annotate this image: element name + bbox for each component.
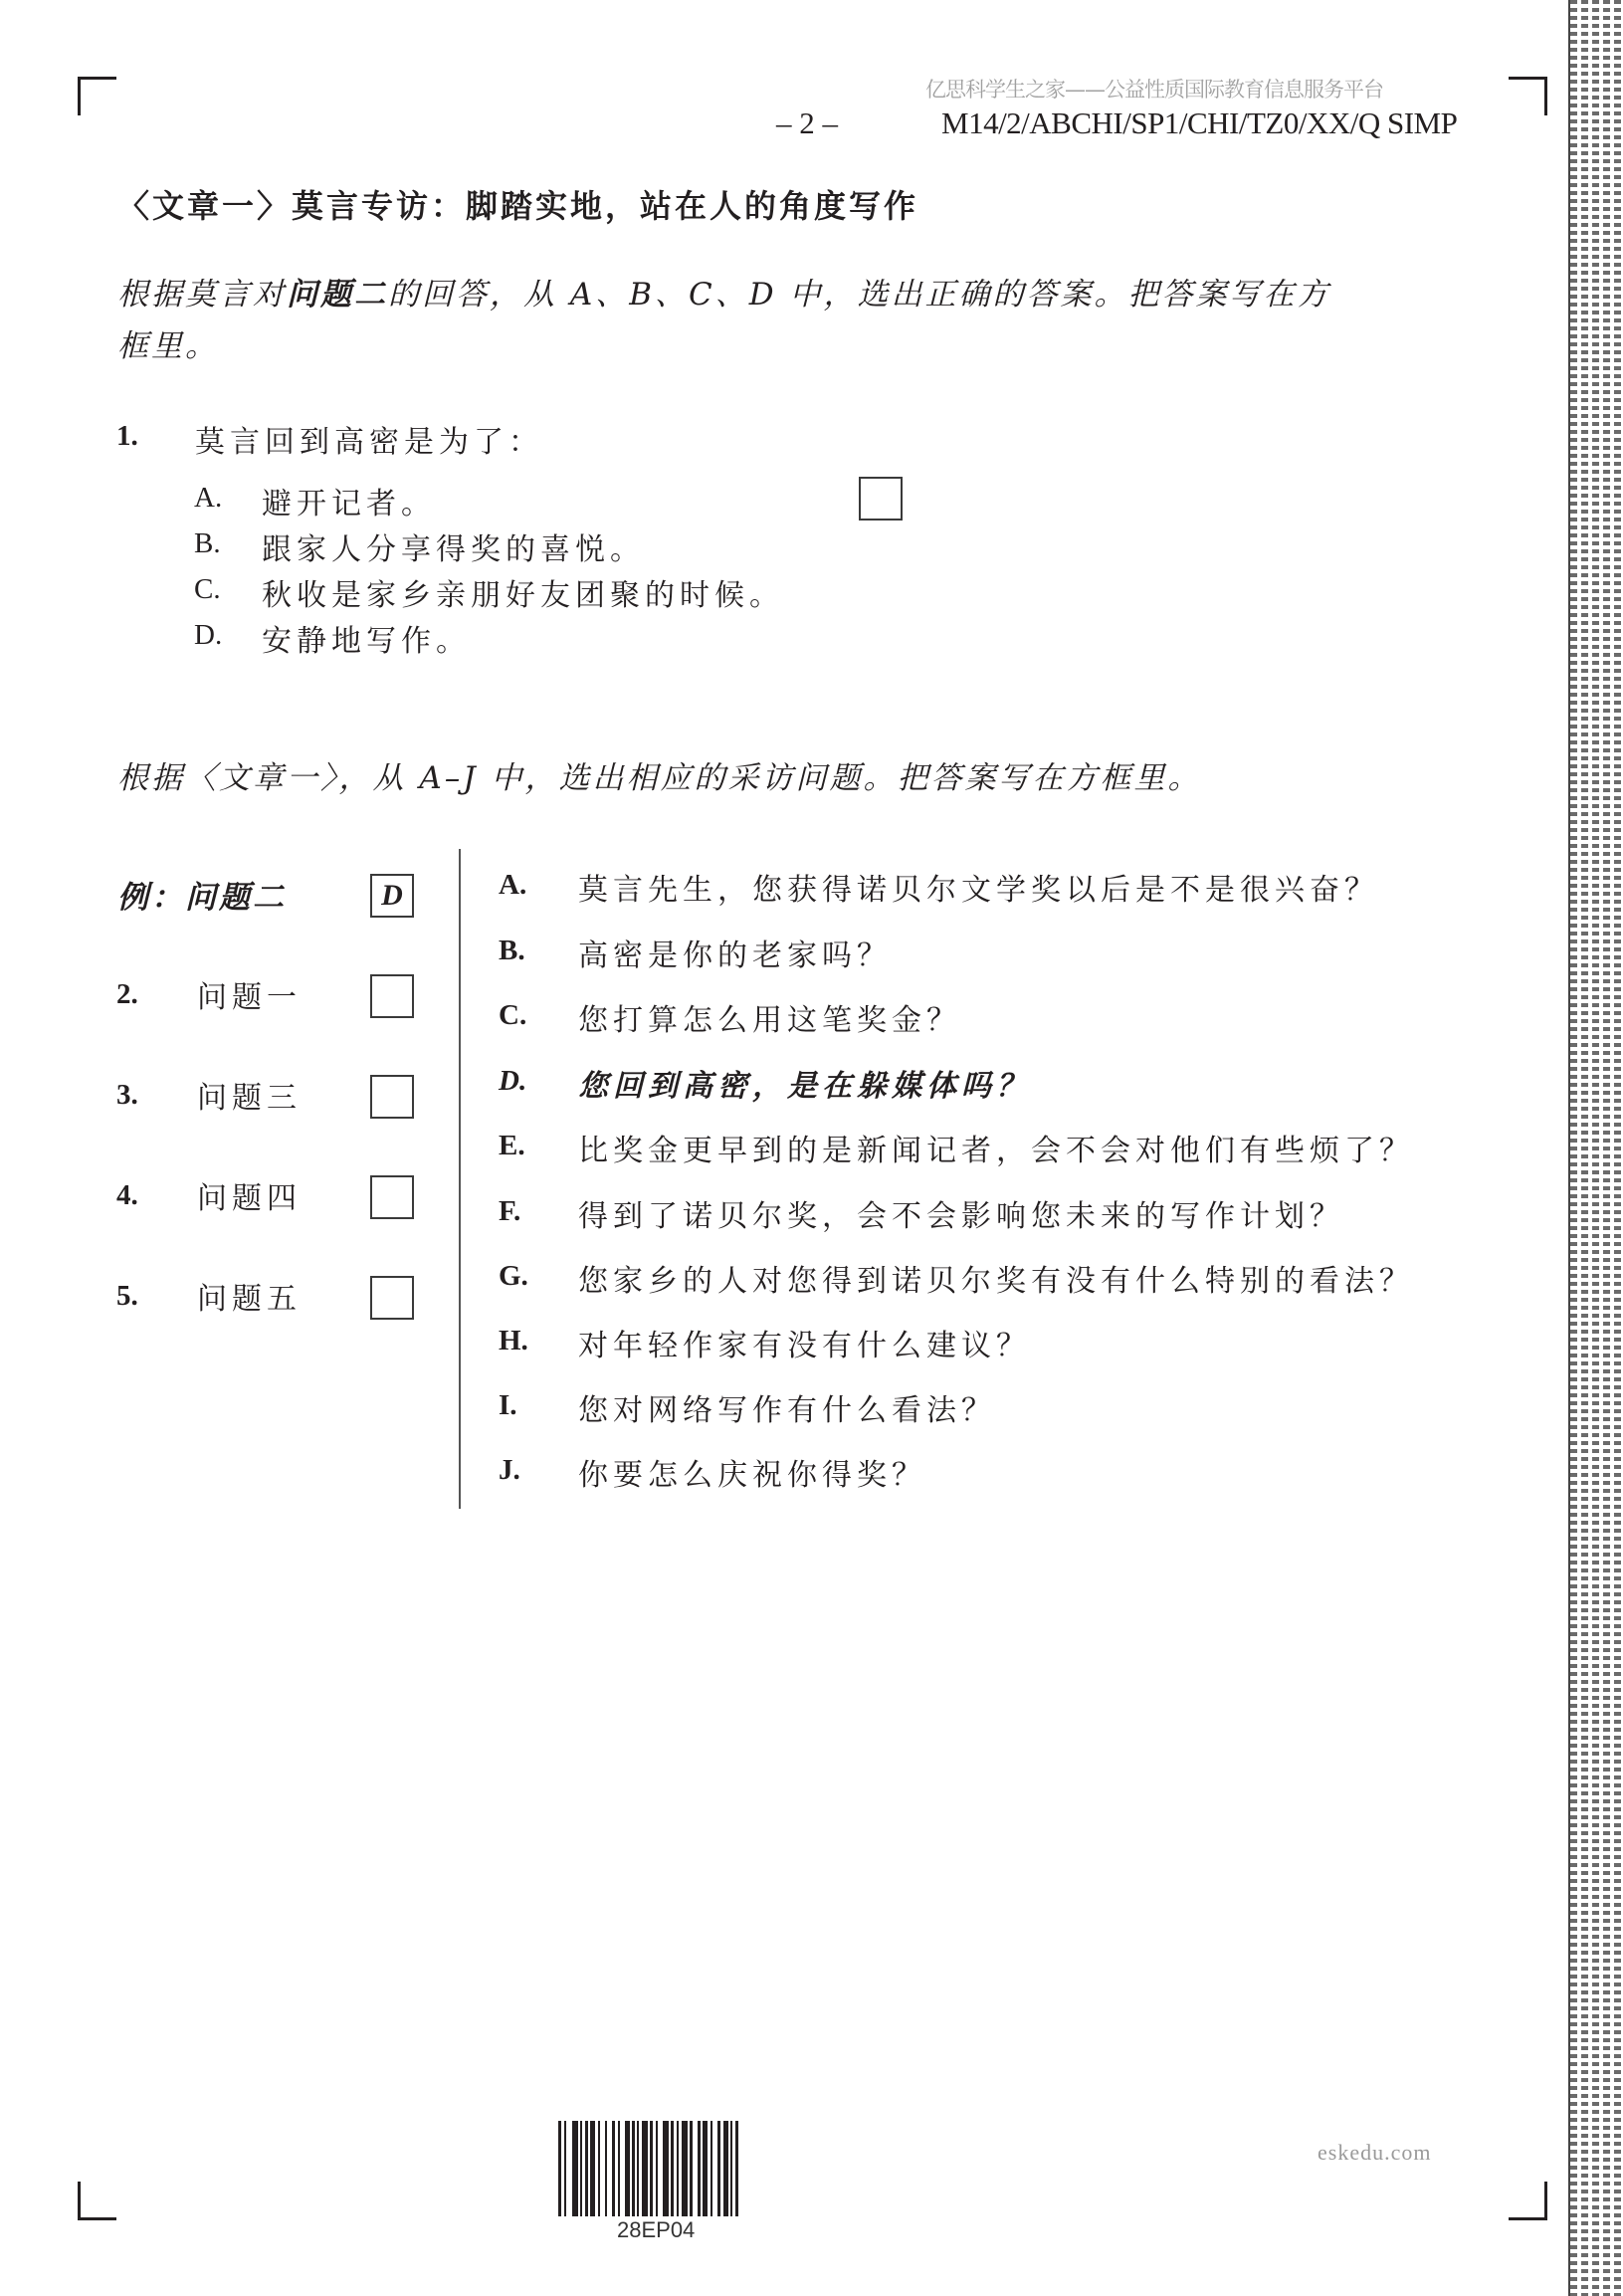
example-answer: D <box>381 879 403 912</box>
item-number: 3. <box>116 1079 138 1111</box>
choice-text: 您打算怎么用这笔奖金？ <box>578 1003 961 1038</box>
question-text: 莫言回到高密是为了： <box>195 425 543 460</box>
choice-text: 您对网络写作有什么看法？ <box>578 1393 996 1428</box>
choice-letter: G. <box>499 1260 528 1292</box>
choice-text: 对年轻作家有没有什么建议？ <box>578 1329 1031 1363</box>
choice-letter: F. <box>499 1195 521 1227</box>
choice-text: 得到了诺贝尔奖，会不会影响您未来的写作计划？ <box>578 1199 1344 1234</box>
q2-answer-box[interactable] <box>370 974 414 1018</box>
choice-text: 比奖金更早到的是新闻记者，会不会对他们有些烦了？ <box>578 1134 1414 1168</box>
part2-instruction: 根据〈文章一〉，从 A–J 中，选出相应的采访问题。把答案写在方框里。 <box>117 760 1202 796</box>
crop-mark-bottom-right <box>1509 2182 1547 2220</box>
q4-answer-box[interactable] <box>370 1175 414 1219</box>
item-label: 问题三 <box>197 1081 302 1116</box>
choice-letter: E. <box>499 1130 525 1161</box>
item-number: 5. <box>116 1280 138 1312</box>
choice-letter: I. <box>499 1389 517 1421</box>
item-number: 2. <box>116 978 138 1010</box>
part1-instruction-line2: 框里。 <box>117 328 219 364</box>
choice-text: 你要怎么庆祝你得奖？ <box>578 1458 926 1493</box>
crop-mark-bottom-left <box>78 2182 116 2220</box>
column-divider <box>459 849 461 1509</box>
item-label: 问题四 <box>197 1181 302 1216</box>
question-number: 1. <box>116 420 138 452</box>
q1-answer-box[interactable] <box>859 477 903 521</box>
option-text: 避开记者。 <box>262 487 436 522</box>
choice-text-example: 您回到高密，是在躲媒体吗？ <box>578 1069 1031 1104</box>
option-letter: B. <box>194 527 221 559</box>
item-number: 4. <box>116 1179 138 1211</box>
choice-letter: A. <box>499 869 527 901</box>
choice-letter: C. <box>499 999 527 1031</box>
instruction-text: 根据莫言对 <box>117 277 287 313</box>
q3-answer-box[interactable] <box>370 1075 414 1119</box>
instruction-text: 的回答，从 A、B、C、D 中，选出正确的答案。把答案写在方 <box>388 277 1331 313</box>
barcode <box>558 2121 757 2216</box>
option-text: 安静地写作。 <box>262 624 471 659</box>
instruction-emphasis: 问题二 <box>287 277 388 313</box>
site-watermark: eskedu.com <box>1318 2140 1432 2165</box>
option-letter: C. <box>194 573 221 605</box>
choice-letter: D. <box>499 1065 527 1097</box>
option-text: 秋收是家乡亲朋好友团聚的时候。 <box>262 578 784 613</box>
section-title: 〈文章一〉莫言专访：脚踏实地，站在人的角度写作 <box>117 187 919 225</box>
page-number: – 2 – <box>776 105 838 140</box>
watermark-text: 亿思科学生之家——公益性质国际教育信息服务平台 <box>925 78 1383 102</box>
choice-letter: J. <box>499 1454 520 1486</box>
choice-text: 您家乡的人对您得到诺贝尔奖有没有什么特别的看法？ <box>578 1264 1414 1299</box>
paper-code: M14/2/ABCHI/SP1/CHI/TZ0/XX/Q SIMP <box>941 105 1458 140</box>
option-letter: A. <box>194 482 223 514</box>
choice-text: 莫言先生，您获得诺贝尔文学奖以后是不是很兴奋？ <box>578 873 1379 908</box>
option-letter: D. <box>194 619 223 651</box>
crop-mark-top-left <box>78 77 116 115</box>
barcode-text: 28EP04 <box>617 2217 696 2242</box>
choice-text: 高密是你的老家吗？ <box>578 939 892 973</box>
q5-answer-box[interactable] <box>370 1276 414 1320</box>
item-label: 问题一 <box>197 980 302 1015</box>
binding-margin-strip <box>1568 0 1623 2296</box>
item-label: 问题五 <box>197 1282 302 1317</box>
option-text: 跟家人分享得奖的喜悦。 <box>262 532 645 567</box>
example-answer-box <box>370 874 414 918</box>
example-label: 例：问题二 <box>117 880 287 916</box>
choice-letter: H. <box>499 1325 528 1357</box>
choice-letter: B. <box>499 935 525 966</box>
crop-mark-top-right <box>1509 77 1547 115</box>
part1-instruction-line1 <box>117 269 1330 313</box>
